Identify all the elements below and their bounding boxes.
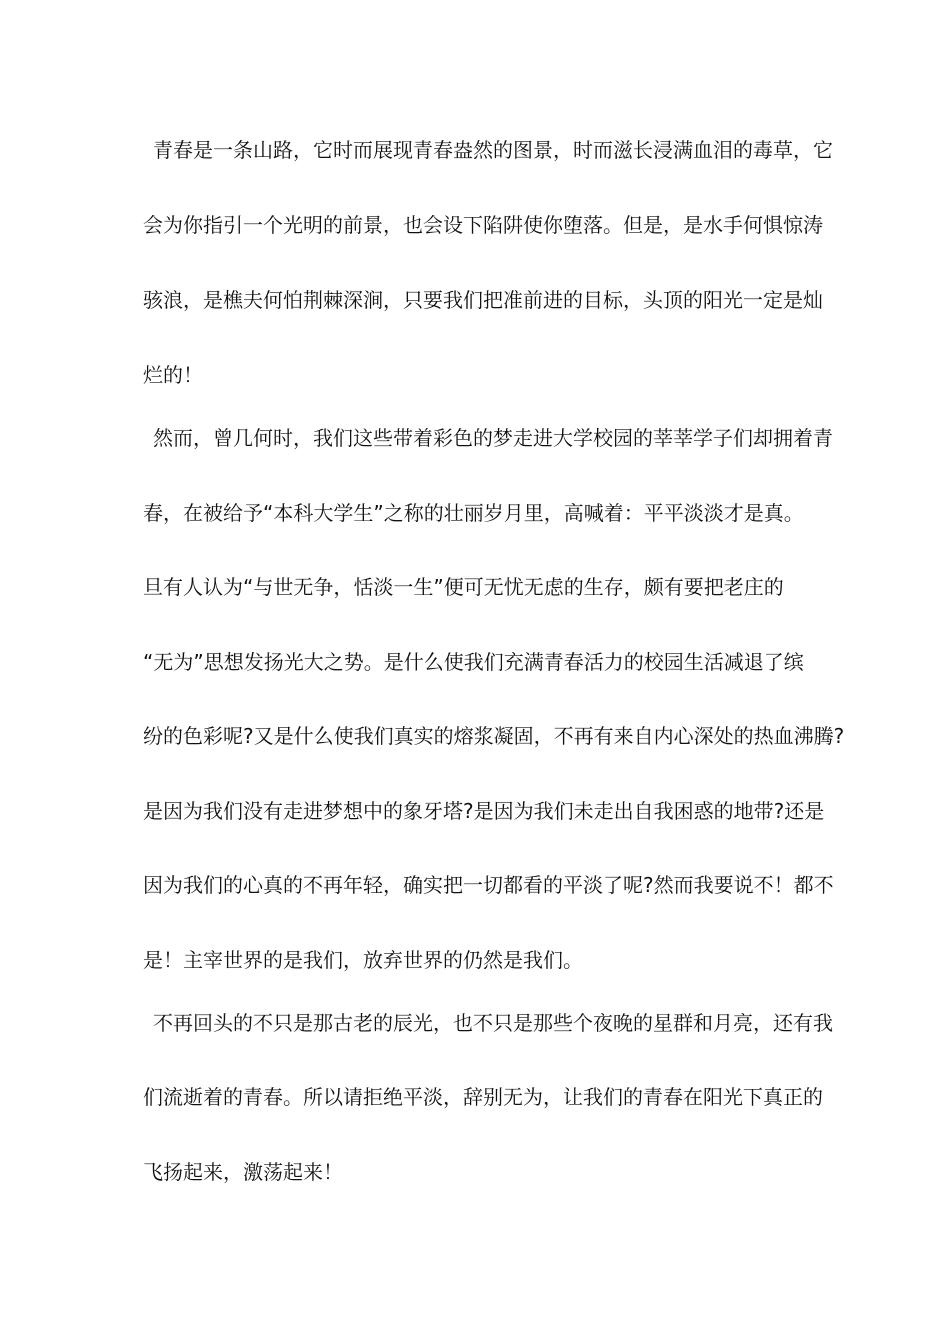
paragraph-3-line-2: 们流逝着的青春。所以请拒绝平淡，辞别无为，让我们的青春在阳光下真正的 bbox=[143, 1085, 823, 1109]
paragraph-2-line-1: 然而，曾几何时，我们这些带着彩色的梦走进大学校园的莘莘学子们却拥着青 bbox=[153, 426, 833, 450]
paragraph-3-line-3: 飞扬起来，激荡起来！ bbox=[143, 1160, 343, 1184]
paragraph-1-line-1: 青春是一条山路，它时而展现青春盎然的图景，时而滋长浸满血泪的毒草，它 bbox=[153, 138, 833, 162]
paragraph-1-line-3: 骇浪，是樵夫何怕荆棘深涧，只要我们把准前进的目标，头顶的阳光一定是灿 bbox=[143, 288, 823, 312]
paragraph-1-line-2: 会为你指引一个光明的前景，也会设下陷阱使你堕落。但是，是水手何惧惊涛 bbox=[143, 213, 823, 237]
paragraph-2-line-4: “无为”思想发扬光大之势。是什么使我们充满青春活力的校园生活减退了缤 bbox=[143, 650, 804, 674]
paragraph-1-line-4: 烂的！ bbox=[143, 363, 203, 387]
paragraph-2-line-3: 旦有人认为“与世无争，恬淡一生”便可无忧无虑的生存，颇有要把老庄的 bbox=[143, 575, 784, 599]
paragraph-3-line-1: 不再回头的不只是那古老的辰光，也不只是那些个夜晚的星群和月亮，还有我 bbox=[153, 1011, 833, 1035]
paragraph-2-line-8: 是！主宰世界的是我们，放弃世界的仍然是我们。 bbox=[143, 948, 583, 972]
paragraph-2-line-7: 因为我们的心真的不再年轻，确实把一切都看的平淡了呢?然而我要说不！都不 bbox=[143, 873, 834, 897]
paragraph-2-line-5: 纷的色彩呢?又是什么使我们真实的熔浆凝固，不再有来自内心深处的热血沸腾? bbox=[143, 724, 845, 748]
paragraph-2-line-6: 是因为我们没有走进梦想中的象牙塔?是因为我们未走出自我困惑的地带?还是 bbox=[143, 799, 825, 823]
paragraph-2-line-2: 春，在被给予“本科大学生”之称的壮丽岁月里，高喊着：平平淡淡才是真。 bbox=[143, 501, 804, 525]
